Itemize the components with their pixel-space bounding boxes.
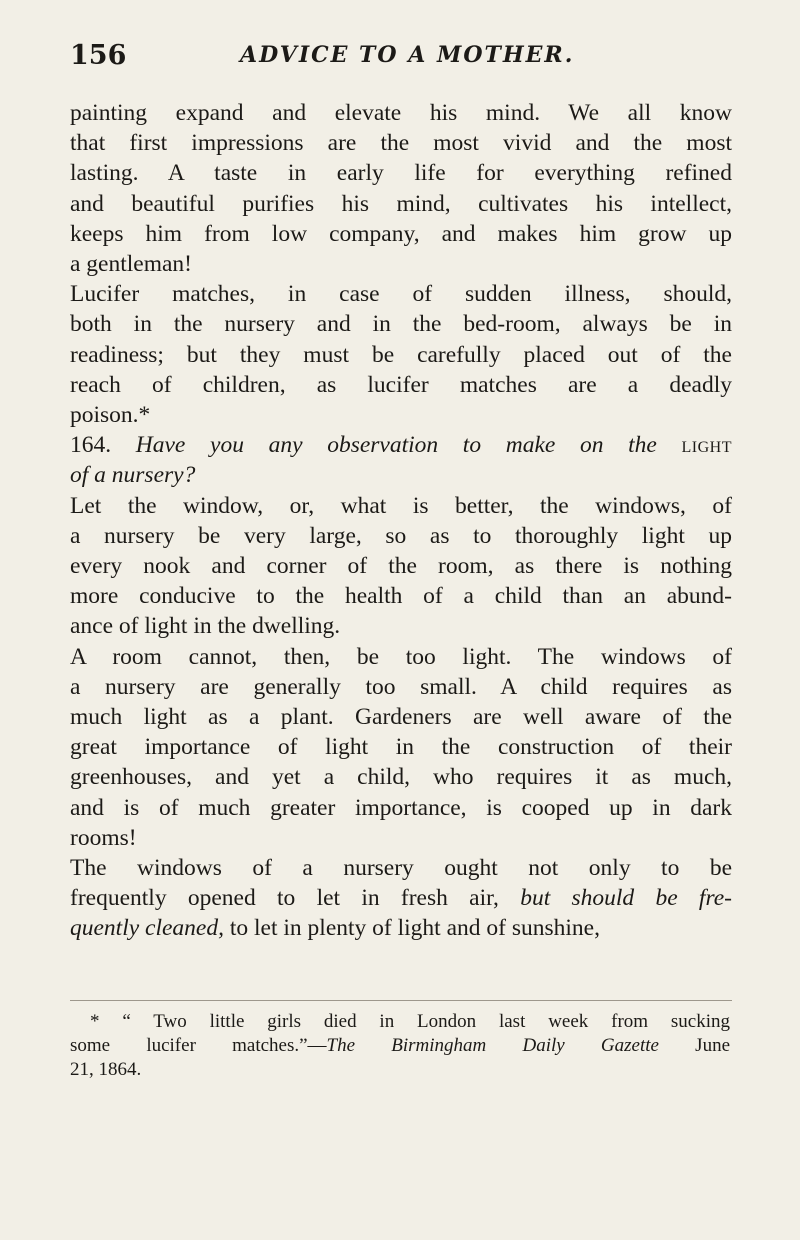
text-line: reach of children, as lucifer matches are a deadly	[70, 371, 732, 398]
text-run: frequently opened to let in fresh air,	[70, 885, 499, 912]
text-line: ance of light in the dwelling.	[70, 613, 341, 640]
paragraph-lucifer-matches	[70, 279, 732, 430]
footnote	[70, 1010, 730, 1082]
text-line: The windows of a nursery ought not only to be	[70, 855, 732, 882]
question-line: of a nursery?	[70, 462, 196, 489]
paragraph-window	[70, 491, 732, 642]
footnote-line	[70, 1034, 730, 1058]
paragraph-painting	[70, 98, 732, 279]
footnote-text: some lucifer matches.”—	[70, 1035, 327, 1056]
text-line: great importance of light in the construction of their	[70, 734, 732, 761]
text-line: greenhouses, and yet a child, who requires it as much,	[70, 764, 732, 791]
emphasis-text: quently cleaned,	[70, 915, 224, 942]
body-text	[70, 98, 732, 944]
page-number: 156	[70, 40, 127, 71]
footnote-source: The Birmingham Daily Gazette	[326, 1035, 659, 1056]
text-line: painting expand and elevate his mind. We all know	[70, 100, 732, 126]
footnote-line: 21, 1864.	[70, 1059, 142, 1080]
question-line	[70, 430, 732, 460]
text-line: rooms!	[70, 824, 137, 851]
question-keyword: light	[681, 432, 732, 459]
text-line: and beautiful purifies his mind, cultivates his intellect,	[70, 190, 732, 217]
text-line: more conducive to the health of a child than an abund-	[70, 583, 732, 610]
page-header	[70, 40, 730, 76]
text-line: both in the nursery and in the bed-room, always be in	[70, 311, 732, 338]
text-line: a nursery are generally too small. A child requires as	[70, 673, 732, 700]
text-line	[70, 883, 732, 913]
text-line: that first impressions are the most vivid and the most	[70, 130, 732, 157]
text-line: poison.*	[70, 402, 151, 429]
text-line: much light as a plant. Gardeners are well aware of the	[70, 704, 732, 731]
text-line: Let the window, or, what is better, the windows, of	[70, 492, 732, 519]
paragraph-windows-opened	[70, 853, 732, 944]
text-line: A room cannot, then, be too light. The windows of	[70, 643, 732, 670]
question-number: 164.	[70, 432, 112, 459]
text-line: every nook and corner of the room, as there is nothing	[70, 553, 732, 580]
footnote-text: June	[695, 1035, 730, 1056]
paragraph-room-light	[70, 642, 732, 853]
running-head: ADVICE TO A MOTHER.	[240, 42, 575, 68]
text-line: a nursery be very large, so as to thoroughly light up	[70, 522, 732, 549]
text-line: lasting. A taste in early life for everything refined	[70, 160, 732, 187]
text-line: keeps him from low company, and makes him grow up	[70, 220, 732, 247]
text-line: readiness; but they must be carefully placed out of the	[70, 341, 732, 368]
text-line	[70, 913, 732, 943]
text-line: Lucifer matches, in case of sudden illness, should,	[70, 281, 732, 308]
text-line: and is of much greater importance, is cooped up in dark	[70, 794, 732, 821]
question-164	[70, 430, 732, 490]
footnote-divider	[70, 1000, 732, 1001]
text-run: to let in plenty of light and of sunshine,	[229, 915, 600, 942]
emphasis-text: but should be fre-	[520, 885, 732, 912]
question-text: Have you any observation to make on the	[135, 432, 657, 459]
text-line: a gentleman!	[70, 251, 193, 278]
footnote-line: * “ Two little girls died in London last week from sucking	[90, 1011, 730, 1032]
